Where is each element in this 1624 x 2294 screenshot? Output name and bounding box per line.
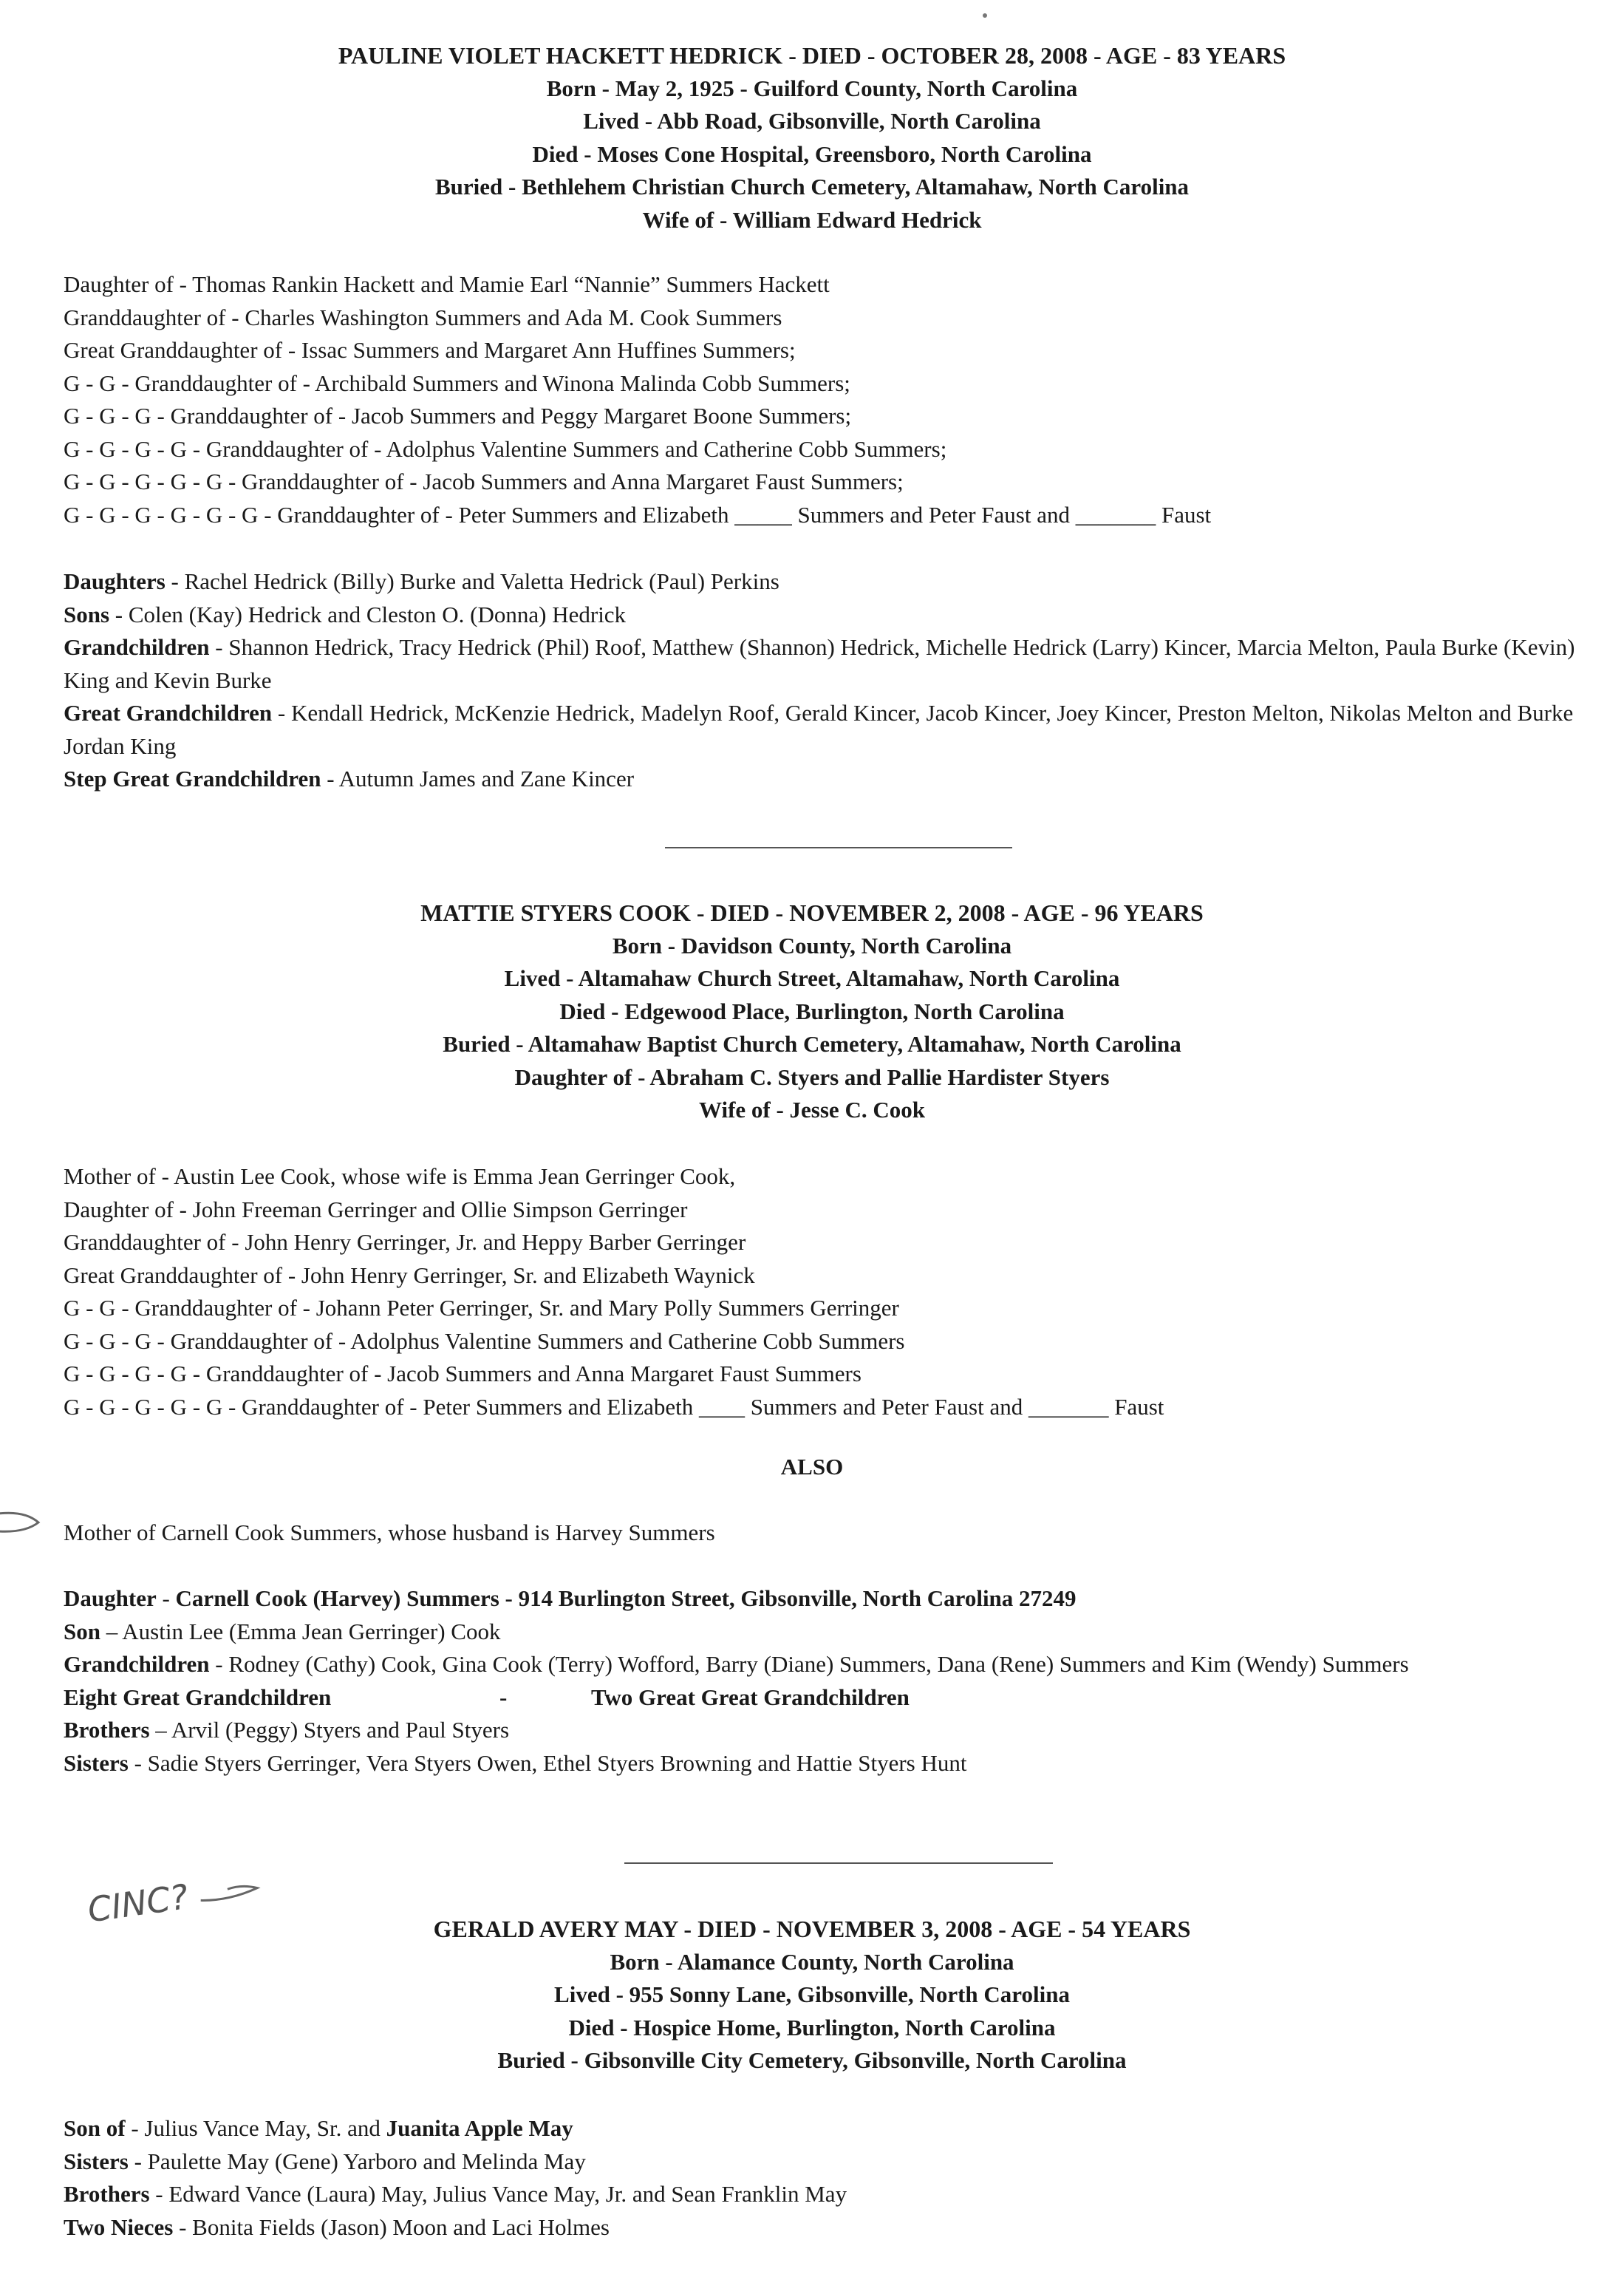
also-heading: ALSO	[780, 1454, 844, 1480]
family-label: Son of	[64, 2115, 126, 2141]
family-list-hedrick	[64, 565, 1600, 796]
family-entry	[64, 2211, 1615, 2244]
ancestry-line: Granddaughter of - John Henry Gerringer, Jr. and Heppy Barber Gerringer	[64, 1229, 746, 1255]
daughter-of-line: Daughter of - Abraham C. Styers and Pallie Hardister Styers	[514, 1063, 1110, 1090]
family-entry	[64, 599, 1600, 632]
family-entry	[64, 2112, 1615, 2145]
family-label: Sons	[64, 601, 110, 627]
born-line: Born - May 2, 1925 - Guilford County, North Carolina	[546, 75, 1078, 101]
buried-line: Buried - Bethlehem Christian Church Cemetery, Altamahaw, North Carolina	[434, 174, 1190, 200]
buried-line: Buried - Gibsonville City Cemetery, Gibsonville, North Carolina	[497, 2047, 1127, 2073]
family-label: Daughters	[64, 568, 166, 594]
family-text: - Shannon Hedrick, Tracy Hedrick (Phil) Roof, Matthew (Shannon) Hedrick, Michelle Hedrick (Larry) Kincer, Marcia Melton, Paula Burke (Kevin) King and Kevin Burke	[64, 634, 1575, 693]
ancestry-line: G - G - G - G - Granddaughter of - Jacob Summers and Anna Margaret Faust Summers	[64, 1361, 862, 1386]
family-entry	[64, 2178, 1615, 2211]
ancestry-list-cook	[64, 1160, 1615, 1423]
ancestry-line: Daughter of - John Freeman Gerringer and Ollie Simpson Gerringer	[64, 1196, 688, 1222]
family-label-secondary: Two Great Great Grandchildren	[591, 1684, 910, 1710]
lived-line: Lived - 955 Sonny Lane, Gibsonville, North Carolina	[554, 1981, 1070, 2007]
ancestry-list-hedrick	[64, 268, 1615, 531]
ancestry-line: Granddaughter of - Charles Washington Summers and Ada M. Cook Summers	[64, 304, 782, 330]
family-entry	[64, 763, 1600, 796]
ancestry-line: G - G - G - G - G - Granddaughter of - Jacob Summers and Anna Margaret Faust Summers;	[64, 469, 904, 494]
lived-line: Lived - Altamahaw Church Street, Altamahaw, North Carolina	[504, 965, 1120, 991]
obituary-title: PAULINE VIOLET HACKETT HEDRICK - DIED - OCTOBER 28, 2008 - AGE - 83 YEARS	[338, 42, 1286, 69]
family-text: - Julius Vance May, Sr. and	[125, 2115, 386, 2141]
family-text: - Rodney (Cathy) Cook, Gina Cook (Terry) Wofford, Barry (Diane) Summers, Dana (Rene) Summers and Kim (Wendy) Summers	[209, 1651, 1409, 1677]
ancestry-line: Great Granddaughter of - John Henry Gerringer, Sr. and Elizabeth Waynick	[64, 1262, 755, 1288]
born-line: Born - Davidson County, North Carolina	[612, 932, 1012, 959]
obituary-title: GERALD AVERY MAY - DIED - NOVEMBER 3, 2008 - AGE - 54 YEARS	[433, 1916, 1191, 1942]
family-separator: -	[499, 1684, 508, 1710]
family-text: - Kendall Hedrick, McKenzie Hedrick, Madelyn Roof, Gerald Kincer, Jacob Kincer, Joey Kincer, Preston Melton, Nikolas Melton and Burke Jordan King	[64, 700, 1574, 759]
family-label: Son	[64, 1618, 100, 1644]
died-line: Died - Hospice Home, Burlington, North Carolina	[568, 2014, 1056, 2041]
family-label: Great Grandchildren	[64, 700, 273, 726]
family-label: Brothers	[64, 1717, 150, 1743]
ancestry-line: G - G - Granddaughter of - Johann Peter Gerringer, Sr. and Mary Polly Summers Gerringer	[64, 1295, 899, 1321]
buried-line: Buried - Altamahaw Baptist Church Cemetery, Altamahaw, North Carolina	[443, 1031, 1181, 1057]
handwritten-arrow-icon	[197, 1873, 267, 1912]
family-text: – Arvil (Peggy) Styers and Paul Styers	[149, 1717, 510, 1743]
obituary-header-cook	[0, 896, 1624, 1127]
family-label: Sisters	[64, 2148, 129, 2174]
family-text-bold: Juanita Apple May	[386, 2115, 573, 2141]
family-label: Grandchildren	[64, 1651, 210, 1677]
family-entry	[64, 565, 1600, 599]
ancestry-line: G - G - G - Granddaughter of - Adolphus Valentine Summers and Catherine Cobb Summers	[64, 1327, 905, 1354]
section-divider	[624, 1862, 1053, 1864]
family-entry	[64, 1648, 1467, 1681]
family-entry	[64, 1582, 1467, 1616]
family-label: Eight Great Grandchildren	[64, 1684, 332, 1710]
died-line: Died - Moses Cone Hospital, Greensboro, North Carolina	[532, 140, 1092, 167]
family-text: - Bonita Fields (Jason) Moon and Laci Holmes	[173, 2213, 610, 2240]
ancestry-line: Mother of - Austin Lee Cook, whose wife is Emma Jean Gerringer Cook,	[64, 1163, 736, 1189]
family-entry	[64, 1714, 1467, 1747]
family-entry	[64, 697, 1600, 763]
family-text-bold: Carnell Cook (Harvey) Summers - 914 Burlington Street, Gibsonville, North Carolina 27249	[175, 1585, 1077, 1611]
scan-speck	[983, 13, 987, 18]
family-label: Grandchildren	[64, 634, 210, 660]
family-text: - Edward Vance (Laura) May, Julius Vance May, Jr. and Sean Franklin May	[149, 2181, 847, 2207]
family-entry	[64, 1747, 1467, 1780]
family-label: Two Nieces	[64, 2213, 174, 2240]
family-label: Step Great Grandchildren	[64, 766, 321, 792]
born-line: Born - Alamance County, North Carolina	[610, 1948, 1014, 1975]
family-entry	[64, 2145, 1615, 2179]
obituary-header-hedrick	[0, 39, 1624, 236]
also-line	[64, 1517, 1615, 1550]
ancestry-line: G - G - G - G - G - Granddaughter of - Peter Summers and Elizabeth ____ Summers and Peter Faust and _______ Faust	[64, 1393, 1164, 1420]
ancestry-line: G - G - G - Granddaughter of - Jacob Summers and Peggy Margaret Boone Summers;	[64, 403, 852, 429]
margin-note-text: CINC?	[85, 1876, 191, 1930]
also-text: Mother of Carnell Cook Summers, whose husband is Harvey Summers	[64, 1519, 715, 1545]
family-text: - Colen (Kay) Hedrick and Cleston O. (Donna) Hedrick	[109, 601, 627, 627]
family-entry	[64, 1616, 1467, 1649]
family-text: -	[156, 1585, 176, 1611]
family-list-cook	[64, 1582, 1467, 1780]
family-list-may	[64, 2112, 1615, 2244]
family-text: - Autumn James and Zane Kincer	[321, 766, 635, 792]
obituary-header-may	[0, 1913, 1624, 2077]
wife-of-line: Wife of - William Edward Hedrick	[642, 206, 982, 233]
family-text: - Paulette May (Gene) Yarboro and Melinda May	[128, 2148, 586, 2174]
family-label: Daughter	[64, 1585, 157, 1611]
died-line: Died - Edgewood Place, Burlington, North Carolina	[559, 998, 1065, 1024]
family-entry	[64, 1681, 1467, 1715]
ancestry-line: Great Granddaughter of - Issac Summers and Margaret Ann Huffines Summers;	[64, 337, 796, 363]
ancestry-line: G - G - G - G - Granddaughter of - Adolphus Valentine Summers and Catherine Cobb Summers;	[64, 435, 947, 462]
wife-of-line: Wife of - Jesse C. Cook	[699, 1097, 925, 1123]
family-text: - Rachel Hedrick (Billy) Burke and Valetta Hedrick (Paul) Perkins	[165, 568, 779, 594]
family-text: – Austin Lee (Emma Jean Gerringer) Cook	[100, 1618, 501, 1644]
ancestry-line: G - G - Granddaughter of - Archibald Summers and Winona Malinda Cobb Summers;	[64, 370, 850, 396]
family-label: Sisters	[64, 1749, 129, 1776]
arrow-mark-icon	[0, 1508, 47, 1537]
family-label: Brothers	[64, 2181, 150, 2207]
lived-line: Lived - Abb Road, Gibsonville, North Carolina	[583, 108, 1041, 134]
obituary-title: MATTIE STYERS COOK - DIED - NOVEMBER 2, 2008 - AGE - 96 YEARS	[420, 899, 1204, 926]
family-text: - Sadie Styers Gerringer, Vera Styers Owen, Ethel Styers Browning and Hattie Styers Hunt	[128, 1749, 967, 1776]
family-entry	[64, 631, 1600, 697]
ancestry-line: G - G - G - G - G - G - Granddaughter of - Peter Summers and Elizabeth _____ Summers and Peter Faust and _______ Faust	[64, 501, 1212, 528]
section-divider	[665, 847, 1012, 848]
margin-arrow-mark	[0, 1508, 47, 1547]
ancestry-line: Daughter of - Thomas Rankin Hackett and Mamie Earl “Nannie” Summers Hackett	[64, 271, 830, 297]
